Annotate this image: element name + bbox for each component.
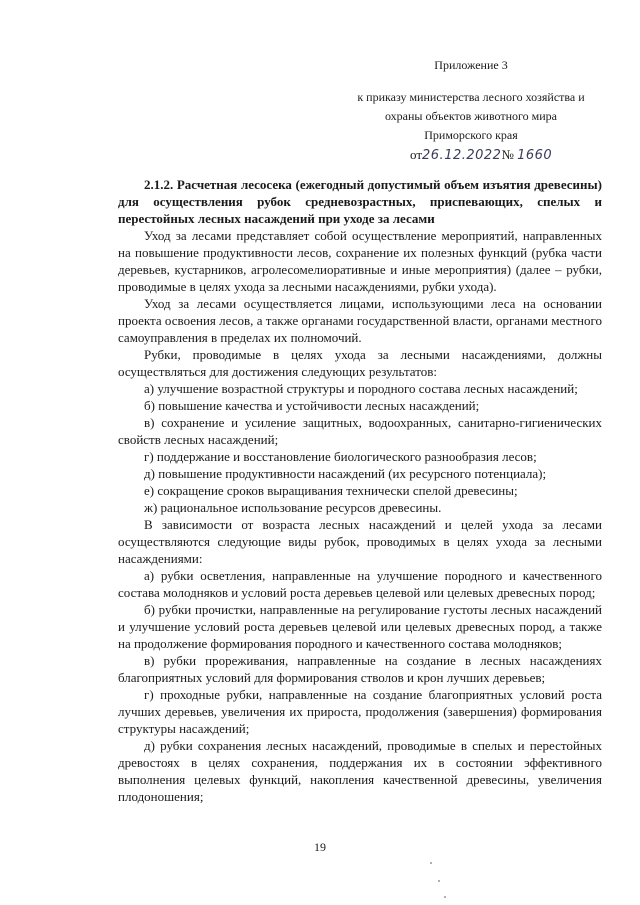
scan-speck [438, 880, 440, 882]
handwritten-number: 1660 [517, 148, 553, 163]
list-item: ж) рациональное использование ресурсов древесины. [144, 500, 442, 515]
list-item: г) проходные рубки, направленные на создание благоприятных условий роста лучших деревьев, увеличения их прироста, продолжения (завершения) формирования структуры насаждений; [118, 687, 602, 736]
list-item: д) повышение продуктивности насаждений (их ресурсного потенциала); [144, 466, 547, 481]
date-prefix: от [410, 147, 423, 162]
list-item: а) рубки осветления, направленные на улучшение породного и качественного состава молодняков и условий роста деревьев целевой или целевых древесных пород; [118, 568, 602, 600]
list-item: а) улучшение возрастной структуры и породного состава лесных насаждений; [144, 381, 578, 396]
paragraph: Уход за лесами представляет собой осуществление мероприятий, направленных на повышение продуктивности лесов, сохранение их полезных функций (рубка части деревьев, кустарников, агролесомелиоративные и иные мероприятия) (далее – рубки, проводимые в целях ухода за лесными насаждениями, рубки ухода). [118, 228, 602, 294]
list-item: б) рубки прочистки, направленные на регулирование густоты лесных насаждений и улучшение условий роста деревьев целевой или целевых древесных пород, а также на продолжение формирования породного и качественного состава молодняков; [118, 602, 602, 651]
scan-speck [444, 896, 446, 898]
list-item: б) повышение качества и устойчивости лесных насаждений; [144, 398, 480, 413]
list-item: в) рубки прореживания, направленные на создание в лесных насаждениях благоприятных условий для формирования стволов и крон лучших деревьев; [118, 653, 602, 685]
handwritten-date: 26.12.2022 [422, 148, 502, 163]
section-heading: 2.1.2. Расчетная лесосека (ежегодный допустимый объем изъятия древесины) для осуществления рубок средневозрастных, приспевающих, спелых и перестойных лесных насаждений при уходе за лесами [118, 177, 602, 226]
document-body [118, 176, 602, 805]
list-item: в) сохранение и усиление защитных, водоохранных, санитарно-гигиенических свойств лесных насаждений; [118, 415, 602, 447]
scan-speck [430, 862, 432, 864]
paragraph: Уход за лесами осуществляется лицами, использующими леса на основании проекта освоения лесов, а также органами государственной власти, органами местного самоуправления в пределах их полномочий. [118, 296, 602, 345]
appendix-title-block [340, 56, 602, 75]
list-item: д) рубки сохранения лесных насаждений, проводимые в спелых и перестойных древостоях в целях сохранения, поддержания их в состоянии эффективного выполнения целевых функций, накопления качественной древесины, увеличения плодоношения; [118, 738, 602, 804]
list-item: г) поддержание и восстановление биологического разнообразия лесов; [144, 449, 537, 464]
number-prefix: № [501, 147, 514, 162]
appendix-order-block [340, 88, 602, 145]
order-date-number [410, 147, 552, 163]
appendix-order-line: охраны объектов животного мира [384, 109, 558, 123]
list-item: е) сокращение сроков выращивания технически спелой древесины; [144, 483, 518, 498]
appendix-order-line: к приказу министерства лесного хозяйства и [357, 90, 585, 104]
appendix-title: Приложение 3 [434, 58, 508, 72]
paragraph: Рубки, проводимые в целях ухода за лесными насаждениями, должны осуществляться для достижения следующих результатов: [118, 347, 602, 379]
paragraph: В зависимости от возраста лесных насаждений и целей ухода за лесами осуществляются следующие виды рубок, проводимых в целях ухода за лесными насаждениями: [118, 517, 602, 566]
page-number: 19 [314, 840, 326, 854]
appendix-order-line: Приморского края [424, 128, 518, 142]
